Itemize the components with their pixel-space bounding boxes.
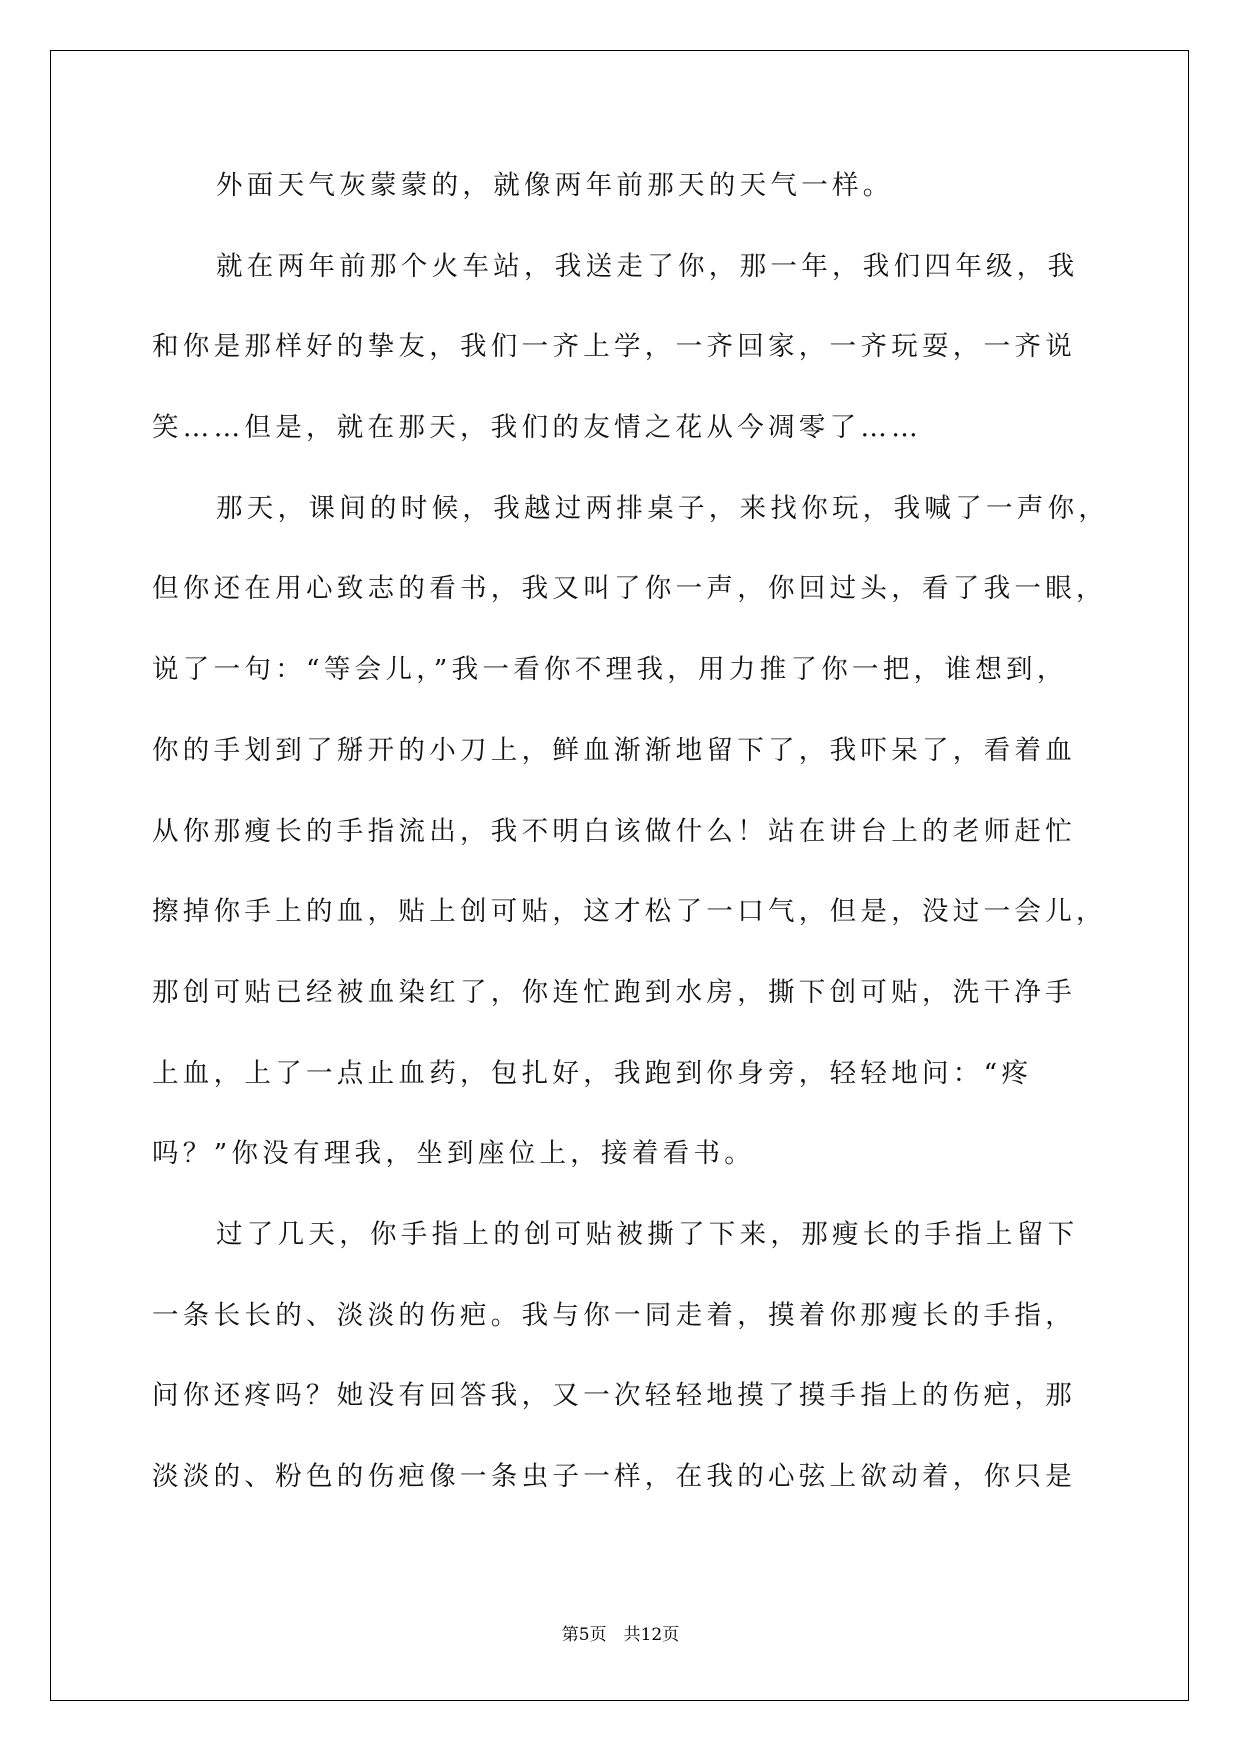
text-line: 外面天气灰蒙蒙的，就像两年前那天的天气一样。 — [216, 170, 894, 201]
text-line: 上血，上了一点止血药，包扎好，我跑到你身旁，轻轻地问：“疼 — [152, 1057, 1033, 1089]
page-number-footer: 第5页 共12页 — [561, 1625, 680, 1645]
text-line: 过了几天，你手指上的创可贴被撕了下来，那瘦长的手指上留下 — [216, 1218, 1079, 1250]
text-line: 吗？”你没有理我，坐到座位上，接着看书。 — [152, 1138, 756, 1170]
text-line: 笑……但是，就在那天，我们的友情之花从今凋零了…… — [152, 412, 922, 444]
text-line: 说了一句：“等会儿，”我一看你不理我，用力推了你一把，谁想到， — [152, 654, 1068, 686]
text-line: 和你是那样好的挚友，我们一齐上学，一齐回家，一齐玩耍，一齐说 — [152, 331, 1076, 363]
text-line: 从你那瘦长的手指流出，我不明白该做什么！站在讲台上的老师赶忙 — [152, 815, 1076, 847]
text-line: 那天，课间的时候，我越过两排桌子，来找你玩，我喊了一声你， — [216, 492, 1110, 524]
text-line: 淡淡的、粉色的伤疤像一条虫子一样，在我的心弦上欲动着，你只是 — [152, 1461, 1076, 1492]
text-line: 擦掉你手上的血，贴上创可贴，这才松了一口气，但是，没过一会儿， — [152, 896, 1107, 928]
text-line: 就在两年前那个火车站，我送走了你，那一年，我们四年级，我 — [216, 250, 1079, 282]
text-line: 你的手划到了掰开的小刀上，鲜血渐渐地留下了，我吓呆了，看着血 — [152, 734, 1076, 766]
text-line: 但你还在用心致志的看书，我又叫了你一声，你回过头，看了我一眼， — [152, 573, 1107, 605]
text-line: 那创可贴已经被血染红了，你连忙跑到水房，撕下创可贴，洗干净手 — [152, 976, 1076, 1008]
text-line: 问你还疼吗？她没有回答我，又一次轻轻地摸了摸手指上的伤疤，那 — [152, 1380, 1076, 1412]
text-line: 一条长长的、淡淡的伤疤。我与你一同走着，摸着你那瘦长的手指， — [152, 1299, 1076, 1331]
document-body — [152, 166, 1110, 1538]
